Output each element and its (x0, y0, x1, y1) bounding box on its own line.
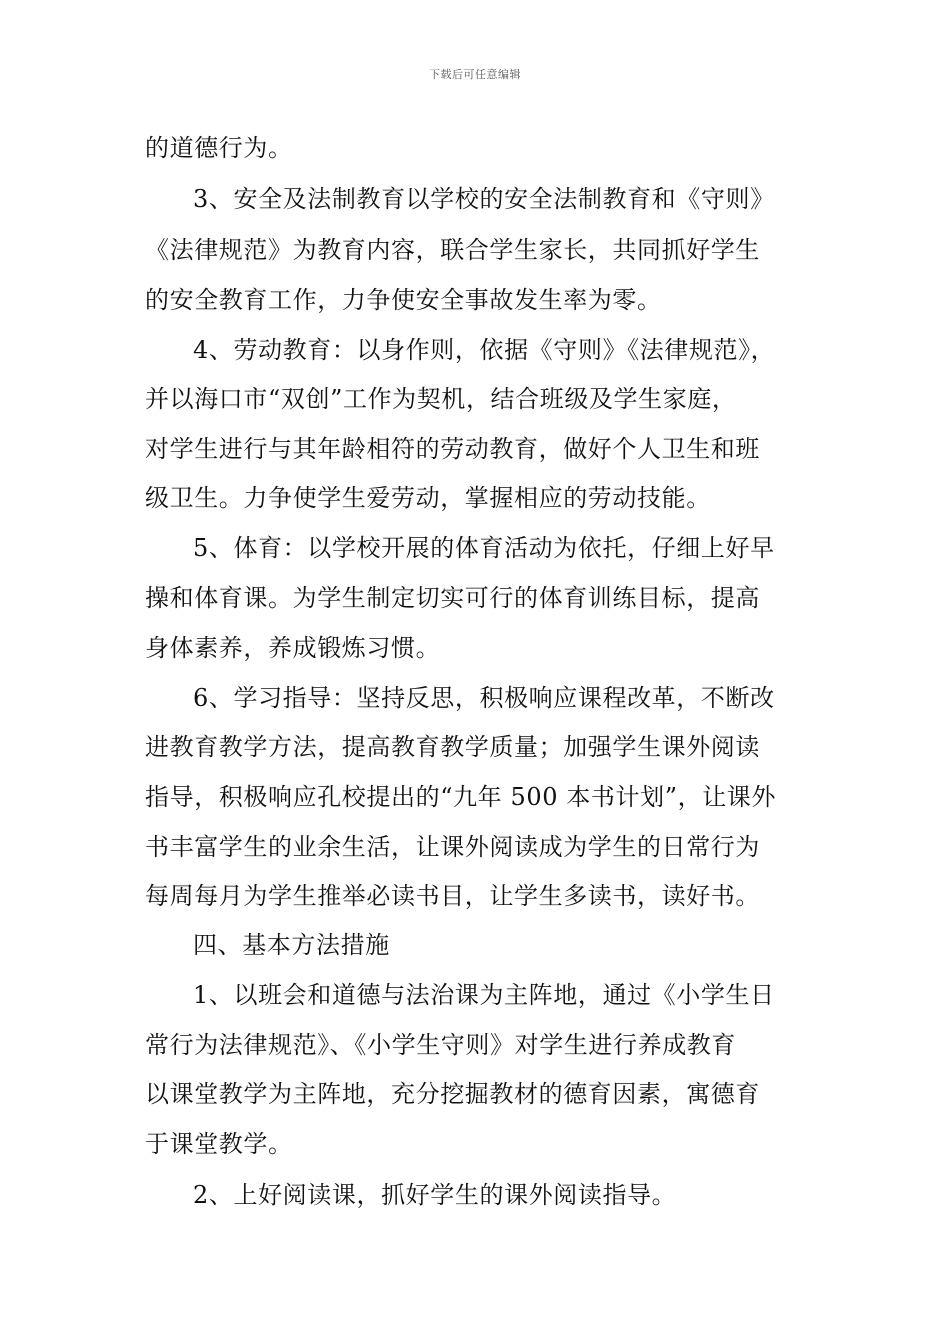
text-line: 的道德行为。 (145, 134, 293, 162)
text-line: 5、体育：以学校开展的体育活动为依托，仔细上好早 (193, 534, 775, 562)
text-line: 每周每月为学生推举必读书目，让学生多读书，读好书。 (145, 882, 760, 910)
section-heading: 四、基本方法措施 (193, 931, 390, 959)
text-line: 于课堂教学。 (145, 1130, 293, 1158)
text-line: 对学生进行与其年龄相符的劳动教育，做好个人卫生和班 (145, 435, 760, 463)
text-line: 以课堂教学为主阵地，充分挖掘教材的德育因素，寓德育 (145, 1080, 760, 1108)
text-line: 指导，积极响应孔校提出的“九年 500 本书计划”，让课外 (145, 783, 777, 811)
text-line: 操和体育课。为学生制定切实可行的体育训练目标，提高 (145, 584, 760, 612)
text-line: 的安全教育工作，力争使安全事故发生率为零。 (145, 286, 662, 314)
text-line: 书丰富学生的业余生活，让课外阅读成为学生的日常行为 (145, 833, 760, 861)
text-line: 进教育教学方法，提高教育教学质量；加强学生课外阅读 (145, 733, 760, 761)
text-line: 6、学习指导：坚持反思，积极响应课程改革，不断改 (193, 684, 775, 712)
text-line: 并以海口市“双创”工作为契机，结合班级及学生家庭， (145, 385, 737, 413)
text-line: 常行为法律规范》、《小学生守则》对学生进行养成教育 (145, 1031, 736, 1059)
text-line: 4、劳动教育：以身作则，依据《守则》《法律规范》， (193, 336, 776, 364)
text-line: 身体素养，养成锻炼习惯。 (145, 634, 441, 662)
text-line: 级卫生。力争使学生爱劳动，掌握相应的劳动技能。 (145, 484, 711, 512)
text-line: 3、安全及法制教育以学校的安全法制教育和《守则》 (193, 185, 775, 213)
text-line: 《法律规范》为教育内容，联合学生家长，共同抓好学生 (145, 236, 760, 264)
text-line: 2、上好阅读课，抓好学生的课外阅读指导。 (193, 1181, 677, 1209)
page-header: 下载后可任意编辑 (429, 68, 521, 81)
text-line: 1、以班会和道德与法治课为主阵地，通过《小学生日 (193, 981, 775, 1009)
